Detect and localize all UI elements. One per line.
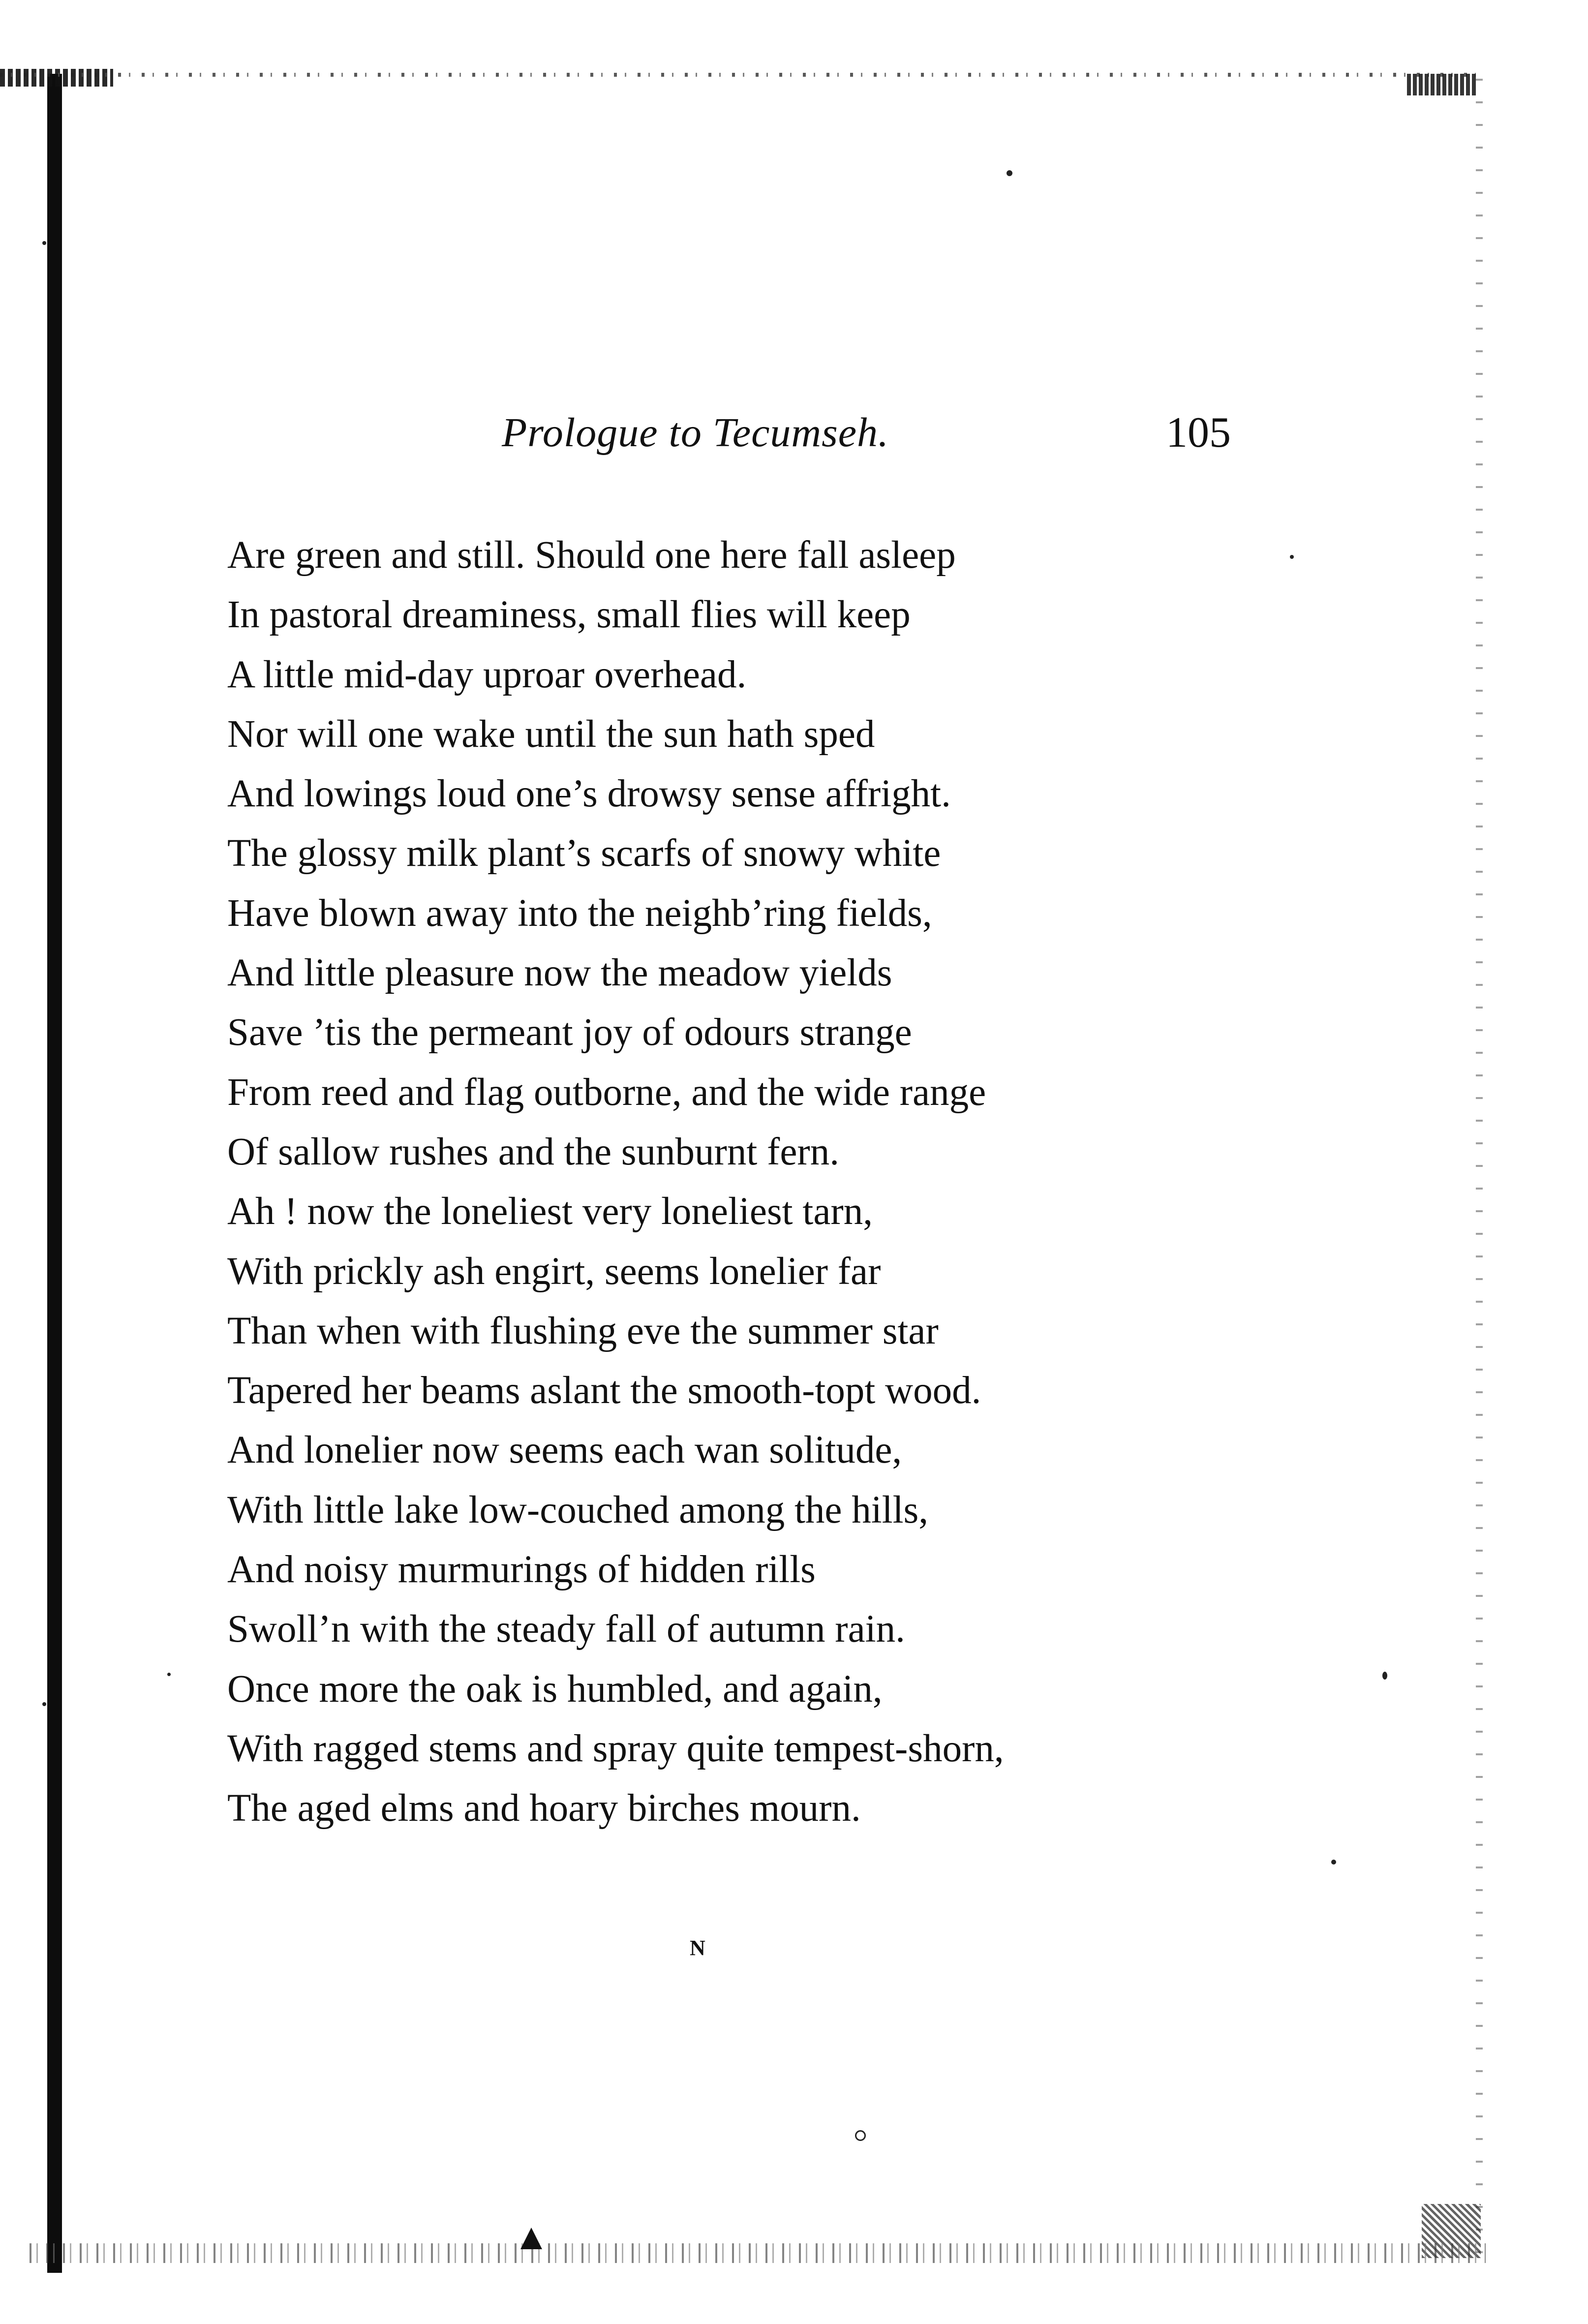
poem-line: Swoll’n with the steady fall of autumn rain. [227,1608,905,1651]
running-head [0,403,1588,462]
scan-edge-artifact [0,69,113,87]
scan-speck [42,1702,46,1706]
poem-line: Than when with flushing eve the summer star [227,1309,939,1352]
poem-line: In pastoral dreaminess, small flies will keep [227,593,911,637]
poem-line: Once more the oak is humbled, and again, [227,1667,883,1711]
poem-line: The aged elms and hoary birches mourn. [227,1787,861,1830]
poem-line: And little pleasure now the meadow yields [227,951,892,995]
running-title: Prologue to Tecumseh. [502,410,889,456]
poem-line: With ragged stems and spray quite tempest-shorn, [227,1727,1004,1770]
poem-line: Save ’tis the permeant joy of odours strange [227,1011,912,1054]
poem-line: Ah ! now the loneliest very loneliest tarn, [227,1190,873,1233]
poem-text [227,525,1487,1838]
poem-line: And noisy murmurings of hidden rills [227,1548,816,1591]
poem-line: With little lake low-couched among the hills, [227,1488,929,1531]
scan-speck [855,2130,866,2141]
poem-line: Of sallow rushes and the sunburnt fern. [227,1130,839,1173]
scan-speck [167,1673,171,1676]
scan-edge-artifact [520,2228,542,2249]
poem-line: From reed and flag outborne, and the wide range [227,1070,986,1114]
poem-line: A little mid-day uproar overhead. [227,653,747,696]
scan-speck [42,241,46,245]
scan-speck [1331,1860,1336,1865]
poem-line: And lonelier now seems each wan solitude, [227,1429,902,1472]
poem-line: Nor will one wake until the sun hath sped [227,712,875,756]
poem-line: And lowings loud one’s drowsy sense affright. [227,772,951,816]
scan-edge-artifact [0,73,1476,77]
poem-line: Tapered her beams aslant the smooth-topt wood. [227,1369,981,1412]
signature-mark: N [690,1936,705,1960]
scan-speck [1007,170,1012,176]
poem-line: The glossy milk plant’s scarfs of snowy white [227,832,941,875]
page-number: 105 [1166,409,1231,457]
poem-line: Are green and still. Should one here fall asleep [227,534,956,577]
poem-line: Have blown away into the neighb’ring fields, [227,891,932,935]
poem-line: With prickly ash engirt, seems lonelier far [227,1250,881,1293]
scan-edge-artifact [1407,74,1476,95]
scan-edge-artifact [30,2243,1486,2263]
